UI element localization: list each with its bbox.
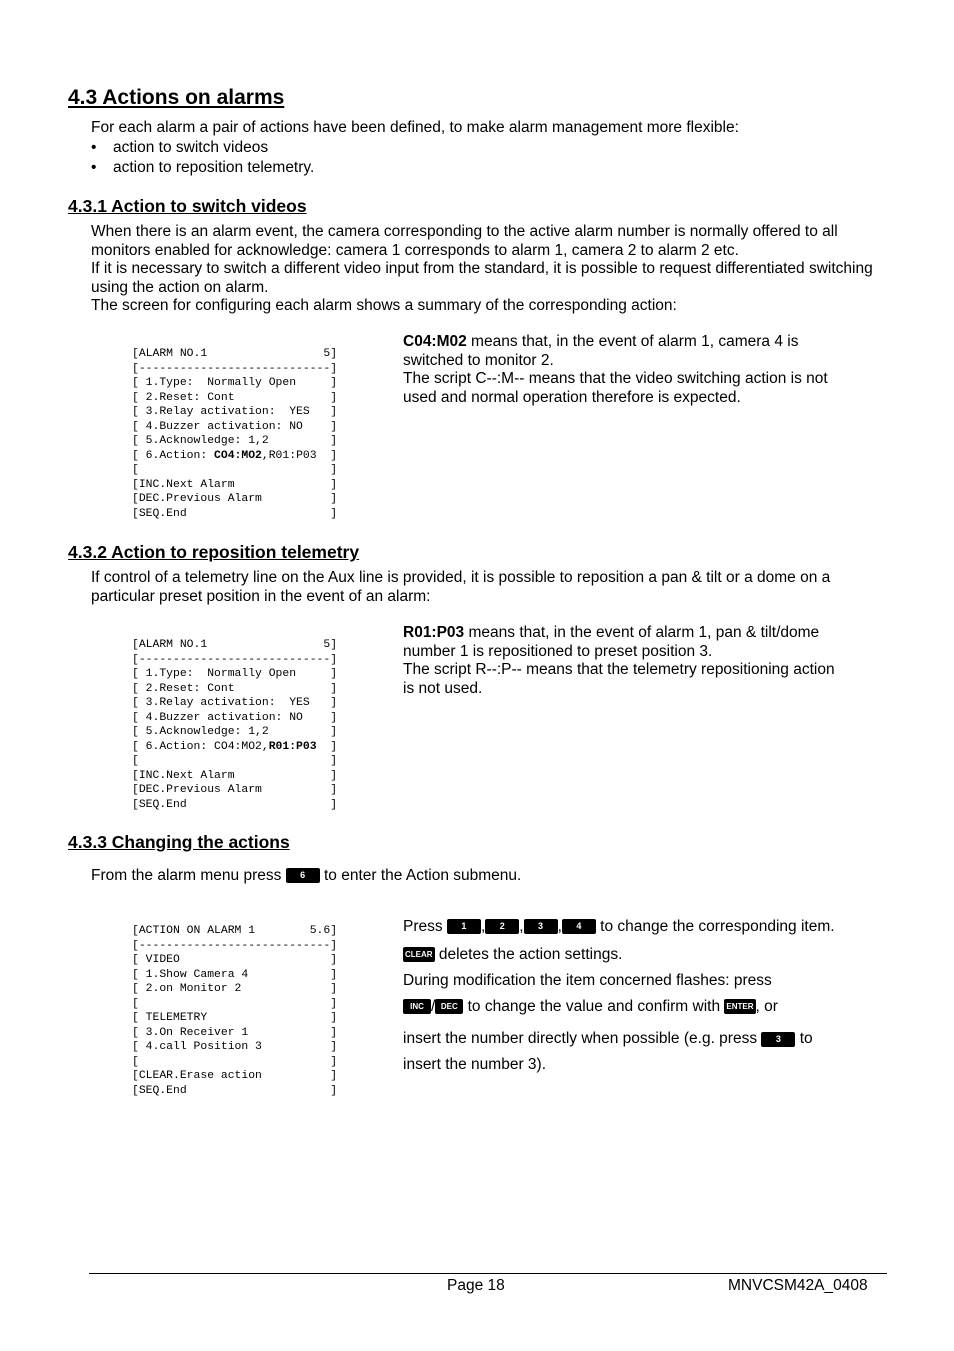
side-note-431: C04:M02 means that, in the event of alarm 1, camera 4 is switched to monitor 2. The script C--:M-- means that the video switching action is not used and normal operation therefore is expected.: [403, 333, 828, 406]
side-note-432: R01:P03 means that, in the event of alarm 1, pan & tilt/dome number 1 is repositioned to preset position 3. The script R--:P-- means that the telemetry repositioning action is not used.: [403, 624, 835, 697]
alarm-screen-2: [ALARM NO.1 5] [----------------------------] [ 1.Type: Normally Open ] [ 2.Reset: Cont ] [ 3.Relay activation: YES ] [ 4.Buzzer activation: NO ] [ 5.Acknowledge: 1,2 ] [ 6.Action: CO4:MO2,R01:P03 ] [ ] [INC.Next Alarm ] [DEC.Previous Alarm ] [SEQ.End ]: [132, 639, 338, 812]
subsection-title-431: 4.3.1 Action to switch videos: [68, 196, 307, 216]
footer-rule: [89, 1273, 887, 1274]
subsection-title-433: 4.3.3 Changing the actions: [68, 832, 290, 852]
paragraph-431: When there is an alarm event, the camera corresponding to the active alarm number is normally offered to all monitors enabled for acknowledge: camera 1 corresponds to alarm 1, camera 2 to alarm 2 etc. If it is necessary to switch a different video input from the standard, it is possible to request differentiated switching using the action on alarm. The screen for configuring each alarm shows a summary of the corresponding action:: [91, 223, 873, 315]
paragraph-433: From the alarm menu press 6 to enter the Action submenu.: [91, 867, 522, 884]
action-screen: [ACTION ON ALARM 1 5.6] [----------------------------] [ VIDEO ] [ 1.Show Camera 4 ] [ 2.on Monitor 2 ] [ ] [ TELEMETRY ] [ 3.On Receiver 1 ] [ 4.call Position 3 ] [ ] [CLEAR.Erase action ] [SEQ.End ]: [132, 925, 338, 1098]
alarm-screen-1: [ALARM NO.1 5] [----------------------------] [ 1.Type: Normally Open ] [ 2.Reset: Cont ] [ 3.Relay activation: YES ] [ 4.Buzzer activation: NO ] [ 5.Acknowledge: 1,2 ] [ 6.Action: CO4:MO2,R01:P03 ] [ ] [INC.Next Alarm ] [DEC.Previous Alarm ] [SEQ.End ]: [132, 348, 338, 521]
page-number: Page 18: [447, 1277, 505, 1294]
section-title: 4.3 Actions on alarms: [68, 86, 285, 109]
section-intro: For each alarm a pair of actions have been defined, to make alarm management more flexible:: [91, 119, 739, 136]
clear-key-icon: CLEAR: [403, 947, 435, 962]
key-3-icon: 3: [524, 919, 558, 934]
dec-key-icon: DEC: [435, 999, 463, 1014]
list-item: • action to reposition telemetry.: [91, 158, 315, 176]
key-3-icon: 3: [761, 1032, 795, 1047]
document-code: MNVCSM42A_0408: [728, 1277, 868, 1294]
side-note-433: Press 1 , 2 , 3 , 4 to change the corresponding item. CLEAR deletes the action settings. During modification the item concerned flashes: press INC / DEC to change the value and confirm with ENTER , or insert the number directly when possible (e.g. press 3 to insert the number 3).: [403, 918, 835, 1074]
bullet-list: [91, 138, 314, 177]
enter-key-icon: ENTER: [724, 999, 755, 1014]
list-item: • action to switch videos: [91, 139, 269, 156]
paragraph-432: If control of a telemetry line on the Aux line is provided, it is possible to reposition a pan & tilt or a dome on a particular preset position in the event of an alarm:: [91, 569, 831, 605]
key-2-icon: 2: [485, 919, 519, 934]
subsection-title-432: 4.3.2 Action to reposition telemetry: [68, 542, 360, 562]
key-6-icon: 6: [286, 868, 320, 883]
inc-key-icon: INC: [403, 999, 431, 1014]
key-1-icon: 1: [447, 919, 481, 934]
key-4-icon: 4: [562, 919, 596, 934]
